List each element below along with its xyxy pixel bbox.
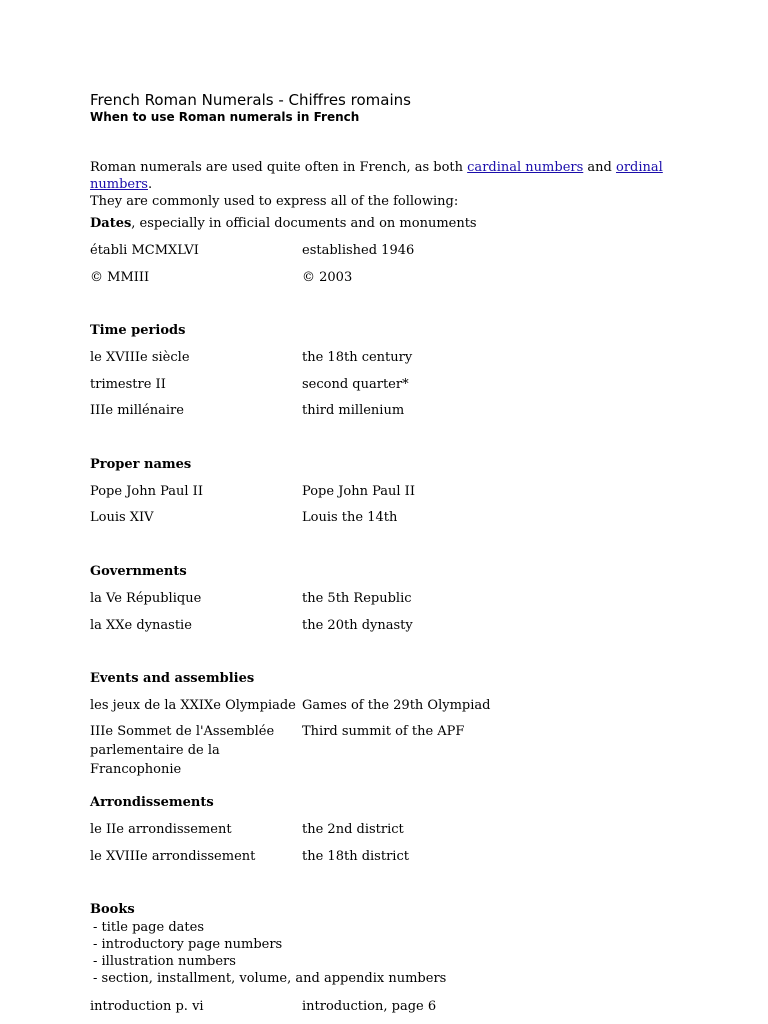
english-term: established 1946 [302, 243, 415, 258]
section-heading-dates [90, 215, 477, 232]
list-item: - introductory page numbers [93, 937, 283, 952]
english-term: Games of the 29th Olympiad [302, 698, 491, 713]
french-term: établi MCMXLVI [90, 243, 199, 258]
list-item: - title page dates [93, 920, 204, 935]
english-term: the 20th dynasty [302, 618, 413, 633]
english-term: Third summit of the APF [302, 724, 465, 739]
section-heading-events: Events and assemblies [90, 671, 255, 686]
intro-text: . [147, 177, 153, 192]
french-term: introduction p. vi [90, 999, 204, 1014]
french-term: le IIe arrondissement [90, 822, 232, 837]
french-term [90, 722, 300, 779]
page-title: French Roman Numerals - Chiffres romains [90, 91, 411, 109]
page-subtitle: When to use Roman numerals in French [90, 110, 360, 124]
intro-line2: They are commonly used to express all of the following: [90, 194, 459, 209]
list-item: - section, installment, volume, and appendix numbers [93, 971, 447, 986]
list-item: - illustration numbers [93, 954, 236, 969]
section-heading-proper-names: Proper names [90, 457, 192, 472]
english-term: second quarter* [302, 377, 409, 392]
english-term: third millenium [302, 403, 405, 418]
french-term: Louis XIV [90, 510, 154, 525]
english-term: © 2003 [302, 270, 353, 285]
english-term: the 2nd district [302, 822, 404, 837]
english-term: introduction, page 6 [302, 999, 437, 1014]
english-term: the 18th century [302, 350, 413, 365]
french-term: les jeux de la XXIXe Olympiade [90, 698, 296, 713]
french-term-line2: parlementaire de la Francophonie [90, 743, 220, 777]
english-term: the 18th district [302, 849, 409, 864]
english-term: the 5th Republic [302, 591, 412, 606]
french-term: la Ve République [90, 591, 202, 606]
french-term: IIIe millénaire [90, 403, 184, 418]
intro-text: Roman numerals are used quite often in French, as both [90, 160, 468, 175]
section-heading-time-periods: Time periods [90, 323, 186, 338]
books-list [90, 919, 446, 987]
english-term: Louis the 14th [302, 510, 398, 525]
section-heading-arrondissements: Arrondissements [90, 795, 214, 810]
french-term: Pope John Paul II [90, 484, 203, 499]
french-term: le XVIIIe arrondissement [90, 849, 256, 864]
document-page [90, 90, 710, 1014]
ordinal-numbers-link[interactable]: ordinal numbers [90, 160, 663, 192]
french-term: © MMIII [90, 270, 150, 285]
french-term: le XVIIIe siècle [90, 350, 190, 365]
french-term-line1: IIIe Sommet de l'Assemblée [90, 724, 275, 739]
intro-paragraph [90, 159, 710, 210]
section-heading-books: Books [90, 902, 135, 917]
section-heading-governments: Governments [90, 564, 187, 579]
french-term: la XXe dynastie [90, 618, 192, 633]
intro-text: and [583, 160, 616, 175]
french-term: trimestre II [90, 377, 166, 392]
heading-label: Dates [90, 216, 132, 231]
heading-description: , especially in official documents and on monuments [131, 216, 477, 231]
cardinal-numbers-link[interactable]: cardinal numbers [467, 160, 584, 175]
english-term: Pope John Paul II [302, 484, 415, 499]
